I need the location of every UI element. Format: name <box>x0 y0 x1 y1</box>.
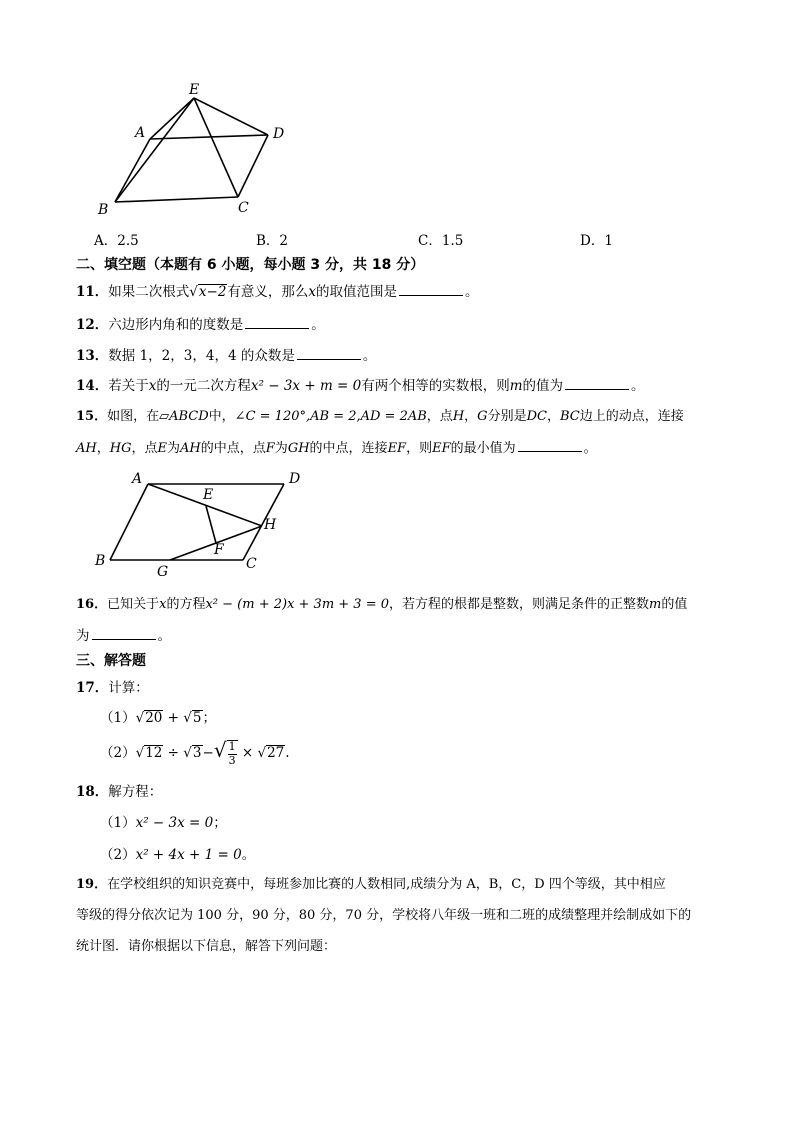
question-19-line-3: 统计图．请你根据以下信息，解答下列问题： <box>76 939 337 954</box>
q18-s1-end: ； <box>213 815 227 831</box>
q18-s1-equation: x² − 3x = 0 <box>135 815 214 831</box>
label-e: E <box>203 487 214 503</box>
q13-end: 。 <box>362 348 377 364</box>
q15-end: 。 <box>583 441 597 456</box>
question-11 <box>76 280 479 300</box>
q17-s1-end: ； <box>202 710 216 726</box>
q19-num: 19． <box>76 877 108 892</box>
fraction-denominator: 3 <box>228 753 236 767</box>
q14-num: 14． <box>76 378 109 394</box>
q17-text: 计算： <box>108 680 149 696</box>
q16-text: 已知关于 <box>107 597 160 612</box>
q18-s2-end: 。 <box>241 847 256 863</box>
label-c: C <box>246 556 257 572</box>
sqrt-icon: √ <box>183 745 192 761</box>
q17-s2-fraction <box>227 740 238 767</box>
fraction-numerator: 1 <box>228 739 236 753</box>
q15-text: 中， <box>208 409 235 424</box>
sqrt-icon: √ <box>135 745 145 761</box>
q15-seg-bc: BC <box>559 409 580 424</box>
sqrt-icon: √ <box>183 710 192 726</box>
section-fill-in-title: 二、填空题（本题有 6 小题，每小题 3 分，共 18 分） <box>76 257 425 273</box>
q15-text: ，点 <box>426 409 453 424</box>
q15-conditions: ∠C = 120°,AB = 2,AD = 2AB <box>234 409 427 424</box>
q15-text: 为 <box>274 441 288 456</box>
q18-s2-equation: x² + 4x + 1 = 0 <box>135 847 242 863</box>
label-f: F <box>214 542 224 558</box>
q17-s2-end: . <box>285 745 290 761</box>
q18-num: 18． <box>76 784 109 800</box>
label-e: E <box>189 82 200 98</box>
figure-pyramid <box>90 75 310 225</box>
q14-equation: x² − 3x + m = 0 <box>250 378 362 394</box>
q12-num: 12． <box>76 317 109 333</box>
question-19-line-2: 等级的得分依次记为 100 分，90 分，80 分，70 分，学校将八年级一班和二班的成绩整理并绘制成如下的 <box>76 908 692 923</box>
q17-s2-radicand: 27 <box>267 745 285 761</box>
q15-text: 为 <box>167 441 181 456</box>
section-solve-title: 三、解答题 <box>76 653 146 669</box>
q15-text: 的中点，连接 <box>309 441 388 456</box>
q16-answer-blank[interactable] <box>92 627 156 640</box>
q14-var-m: m <box>509 378 523 394</box>
q11-text-3: 的取值范围是 <box>316 284 398 300</box>
q15-seg-ah: AH <box>76 441 97 456</box>
q12-answer-blank[interactable] <box>245 316 309 329</box>
label-g: G <box>157 564 169 580</box>
q16-num: 16． <box>76 597 108 612</box>
q17-s2-op: × <box>237 745 258 761</box>
q14-var-x: x <box>148 378 157 394</box>
q13-answer-blank[interactable] <box>297 347 361 360</box>
option-d: D．1 <box>580 233 613 249</box>
question-14 <box>76 374 645 394</box>
q15-point-g: G <box>477 409 488 424</box>
q15-text: 分别是 <box>487 409 527 424</box>
q17-s1-radicand: 20 <box>145 710 163 726</box>
q11-num: 11． <box>76 284 109 300</box>
q16-end: 。 <box>157 628 171 644</box>
q17-s2-radicand: 12 <box>145 745 163 761</box>
q14-end: 。 <box>631 378 645 394</box>
q15-text: ，则 <box>406 441 433 456</box>
q15-text: ，点 <box>131 441 158 456</box>
q15-text: ， <box>546 409 560 424</box>
q15-seg-dc: DC <box>526 409 547 424</box>
question-13 <box>76 344 376 364</box>
q12-end: 。 <box>311 317 325 333</box>
label-b: B <box>95 553 106 569</box>
q15-text: 如图，在▱ <box>107 409 170 424</box>
q13-text: 数据 1，2，3，4，4 的众数是 <box>108 348 295 364</box>
q14-answer-blank[interactable] <box>565 377 629 390</box>
label-a: A <box>132 471 143 487</box>
label-c: C <box>238 200 249 216</box>
q19-text-1: 在学校组织的知识竞赛中，每班参加比赛的人数相同,成绩分为 A，B，C，D 四个等级，其中相应 <box>107 877 666 892</box>
q16-text: 的方程 <box>166 597 206 612</box>
q15-point-f: F <box>265 441 275 456</box>
q13-num: 13． <box>76 348 109 364</box>
q14-text-4: 的值为 <box>522 378 564 394</box>
question-15-line-2 <box>76 437 597 456</box>
q18-s2-label: （2） <box>100 847 136 863</box>
label-b: B <box>98 202 109 218</box>
q17-s2-label: （2） <box>100 745 136 761</box>
q15-point-e: E <box>157 441 167 456</box>
option-b: B．2 <box>256 233 289 249</box>
q16-var-m: m <box>649 597 662 612</box>
label-h: H <box>264 517 277 533</box>
q16-text: 的值 <box>661 597 688 612</box>
question-16-line-2 <box>76 624 171 644</box>
question-15-line-1 <box>76 405 684 424</box>
q15-text: 的最小值为 <box>450 441 516 456</box>
question-18 <box>76 780 162 800</box>
q12-text: 六边形内角和的度数是 <box>108 317 244 333</box>
q15-seg-hg: HG <box>109 441 132 456</box>
q16-equation: x² − (m + 2)x + 3m + 3 = 0 <box>205 597 390 612</box>
question-12 <box>76 313 325 333</box>
q17-s1-op: + <box>163 710 184 726</box>
q14-text-2: 的一元二次方程 <box>156 378 251 394</box>
q11-answer-blank[interactable] <box>399 283 463 296</box>
figure-parallelogram <box>88 466 318 580</box>
label-d: D <box>273 126 285 142</box>
q17-sub-1 <box>100 706 216 726</box>
q11-text-1: 如果二次根式 <box>108 284 190 300</box>
label-a: A <box>135 125 146 141</box>
q11-radicand: x−2 <box>198 284 227 300</box>
q17-s1-label: （1） <box>100 710 136 726</box>
q18-s1-label: （1） <box>100 815 136 831</box>
q15-text: ， <box>96 441 110 456</box>
sqrt-icon: √ <box>189 284 198 300</box>
q11-end: 。 <box>465 284 479 300</box>
q11-var: x <box>308 284 317 300</box>
option-c: C．1.5 <box>418 233 464 249</box>
question-17 <box>76 676 149 696</box>
q16-text: 为 <box>76 628 90 644</box>
q15-text: ， <box>464 409 478 424</box>
q15-answer-blank[interactable] <box>518 439 582 452</box>
label-d: D <box>289 471 301 487</box>
q17-s2-op: ÷ <box>163 745 184 761</box>
question-16-line-1 <box>76 593 687 612</box>
q16-text: ，若方程的根都是整数，则满足条件的正整数 <box>389 597 650 612</box>
q14-text-1: 若关于 <box>108 378 149 394</box>
q18-sub-2 <box>100 843 255 863</box>
q15-num: 15． <box>76 409 108 424</box>
sqrt-icon: √ <box>135 710 145 726</box>
q17-s2-op: − <box>202 745 214 761</box>
q17-num: 17． <box>76 680 109 696</box>
q15-seg-ef: EF <box>432 441 451 456</box>
question-19-line-1 <box>76 873 666 892</box>
option-a: A．2.5 <box>94 233 139 249</box>
q14-text-3: 有两个相等的实数根，则 <box>361 378 510 394</box>
q15-text: 的中点，点 <box>200 441 266 456</box>
q15-abcd: ABCD <box>169 409 209 424</box>
q16-var-x: x <box>159 597 167 612</box>
q15-seg-ef: EF <box>387 441 407 456</box>
q15-seg-ah: AH <box>180 441 201 456</box>
q18-text: 解方程： <box>108 784 163 800</box>
q11-text-2: 有意义，那么 <box>227 284 309 300</box>
q18-sub-1 <box>100 811 227 831</box>
q15-point-h: H <box>452 409 465 424</box>
q17-s1-radicand: 5 <box>192 710 202 726</box>
q15-seg-gh: GH <box>287 441 310 456</box>
sqrt-icon: √ <box>213 738 227 762</box>
q15-text: 边上的动点，连接 <box>579 409 684 424</box>
sqrt-icon: √ <box>257 745 267 761</box>
q17-s2-radicand: 3 <box>192 745 202 761</box>
q17-sub-2 <box>100 738 290 767</box>
